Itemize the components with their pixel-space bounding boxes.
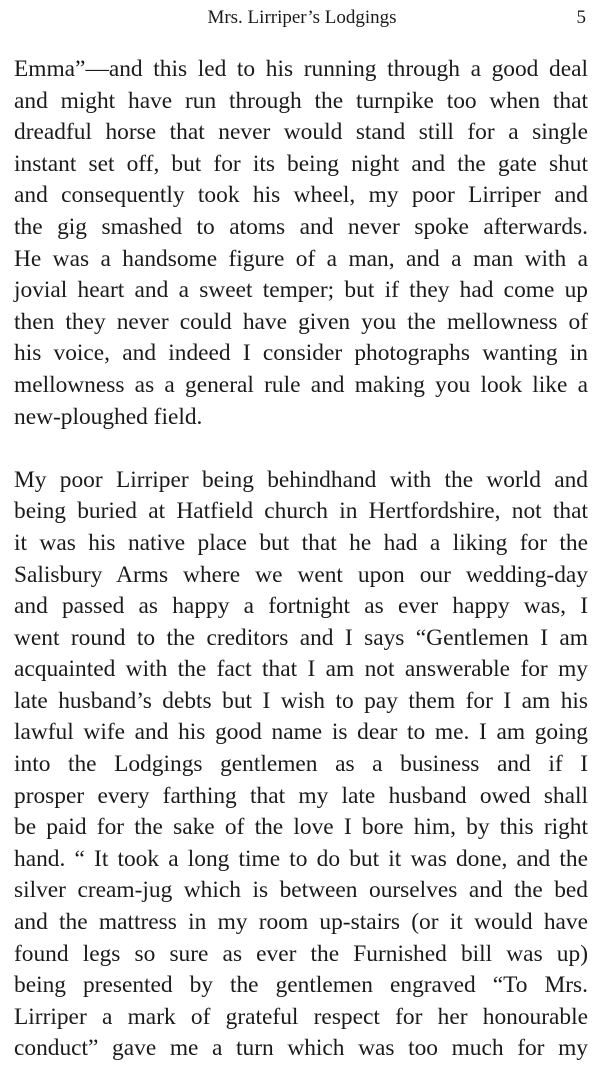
text-line: late husband’s debts but I wish to pay them for I am his	[14, 687, 588, 714]
text-line: jovial heart and a sweet temper; but if they had come up	[14, 277, 588, 304]
text-line: found legs so sure as ever the Furnished bill was up)	[14, 940, 588, 967]
paragraph	[14, 465, 588, 1065]
running-title: Mrs. Lirriper’s Lodgings	[207, 7, 397, 28]
text-line: Emma”—and this led to his running through a good deal	[14, 56, 588, 82]
running-header	[0, 5, 604, 35]
text-line: his voice, and indeed I consider photographs wanting in	[14, 340, 588, 367]
paragraph	[14, 54, 588, 433]
text-line: into the Lodgings gentlemen as a business and if I	[14, 751, 588, 778]
text-line: instant set off, but for its being night and the gate shut	[14, 150, 588, 177]
text-line: being presented by the gentlemen engraved “To Mrs.	[14, 972, 588, 999]
text-line: and consequently took his wheel, my poor Lirriper and	[14, 182, 588, 209]
text-line: hand. “ It took a long time to do but it was done, and the	[14, 845, 588, 872]
body-text	[14, 54, 588, 1065]
text-line: He was a handsome figure of a man, and a man with a	[14, 245, 588, 272]
text-line: lawful wife and his good name is dear to me. I am going	[14, 719, 588, 746]
text-line: it was his native place but that he had a liking for the	[14, 529, 588, 556]
text-line: silver cream-jug which is between ourselves and the bed	[14, 877, 588, 904]
text-line: then they never could have given you the mellowness of	[14, 308, 588, 335]
text-line: conduct” gave me a turn which was too much for my	[14, 1035, 588, 1062]
text-line: and the mattress in my room up-stairs (or it would have	[14, 909, 588, 936]
text-line: prosper every farthing that my late husband owed shall	[14, 782, 588, 809]
text-line: dreadful horse that never would stand still for a single	[14, 119, 588, 146]
text-line: Salisbury Arms where we went upon our wedding-day	[14, 561, 588, 588]
text-line: went round to the creditors and I says “Gentlemen I am	[14, 624, 588, 651]
text-line: acquainted with the fact that I am not answerable for my	[14, 656, 588, 683]
text-line: being buried at Hatfield church in Hertfordshire, not that	[14, 498, 588, 525]
text-line: be paid for the sake of the love I bore him, by this right	[14, 814, 588, 841]
text-line: and passed as happy a fortnight as ever happy was, I	[14, 593, 588, 620]
text-line: new-ploughed field.	[14, 403, 203, 430]
text-line: mellowness as a general rule and making you look like a	[14, 371, 588, 398]
text-line: and might have run through the turnpike too when that	[14, 87, 588, 114]
page-number: 5	[576, 7, 586, 28]
text-line: the gig smashed to atoms and never spoke afterwards.	[14, 213, 588, 240]
text-line: My poor Lirriper being behindhand with the world and	[14, 466, 588, 493]
text-line: Lirriper a mark of grateful respect for her honourable	[14, 1003, 588, 1030]
